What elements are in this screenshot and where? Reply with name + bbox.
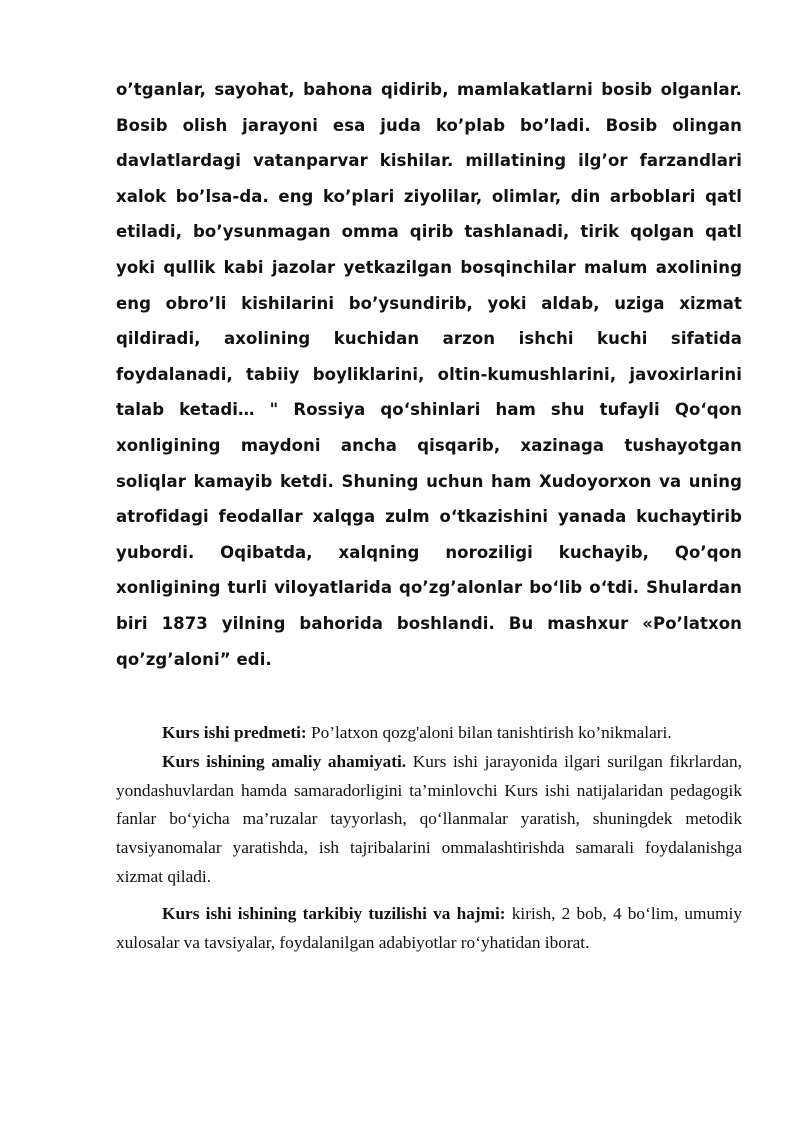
structure-paragraph <box>116 900 742 958</box>
structure-text: kirish, 2 bob, 4 bo‘lim, umumiy xulosalar va tavsiyalar, foydalanilgan adabiyotlar ro‘yhatidan iborat. <box>116 903 742 952</box>
course-info-section <box>116 719 742 957</box>
subject-paragraph <box>116 719 742 748</box>
subject-text: Po’latxon qozg'aloni bilan tanishtirish ko’nikmalari. <box>306 723 672 742</box>
significance-text: Kurs ishi jarayonida ilgari surilgan fikrlardan, yondashuvlardan hamda samaradorligini ta’minlovchi Kurs ishi natijalaridan pedagogik fanlar bo‘yicha ma’ruzalar tayyorlash, qo‘llanmalar yaratish, shuningdek metodik tavsiyanomalar yaratishda, ish tajribalarini ommalashtirishda samarali foydalanishga xizmat qiladi. <box>116 751 743 886</box>
intro-section <box>116 72 742 677</box>
structure-label: Kurs ishi ishining tarkibiy tuzilishi va hajmi: <box>162 903 506 923</box>
significance-label: Kurs ishining amaliy ahamiyati. <box>162 751 407 771</box>
intro-paragraph: o’tganlar, sayohat, bahona qidirib, mamlakatlarni bosib olganlar. Bosib olish jarayoni esa juda ko’plab bo’ladi. Bosib olingan davlatlardagi vatanparvar kishilar. millatining ilg’or farzandlari xalok bo’lsa-da. eng ko’plari ziyolilar, olimlar, din arboblari qatl etiladi, bo’ysunmagan omma qirib tashlanadi, tirik qolgan qatl yoki qullik kabi jazolar yetkazilgan bosqinchilar malum axolining eng obro’li kishilarini bo’ysundirib, yoki aldab, uziga xizmat qildiradi, axolining kuchidan arzon ishchi kuchi sifatida foydalanadi, tabiiy boyliklarini, oltin-kumushlarini, javoxirlarini talab ketadi… " Rossiya qo‘shinlari ham shu tufayli Qo‘qon xonligining maydoni ancha qisqarib, xazinaga tushayotgan soliqlar kamayib ketdi. Shuning uchun ham Xudoyorxon va uning atrofidagi feodallar xalqga zulm o‘tkazishini yanada kuchaytirib yubordi. Oqibatda, xalqning noroziligi kuchayib, Qo’qon xonligining turli viloyatlarida qo’zg’alonlar bo‘lib o‘tdi. Shulardan biri 1873 yilning bahorida boshlandi. Bu mashxur «Po’latxon qo’zg’aloni” edi. <box>116 80 742 669</box>
significance-paragraph <box>116 748 742 892</box>
subject-label: Kurs ishi predmeti: <box>162 723 307 742</box>
